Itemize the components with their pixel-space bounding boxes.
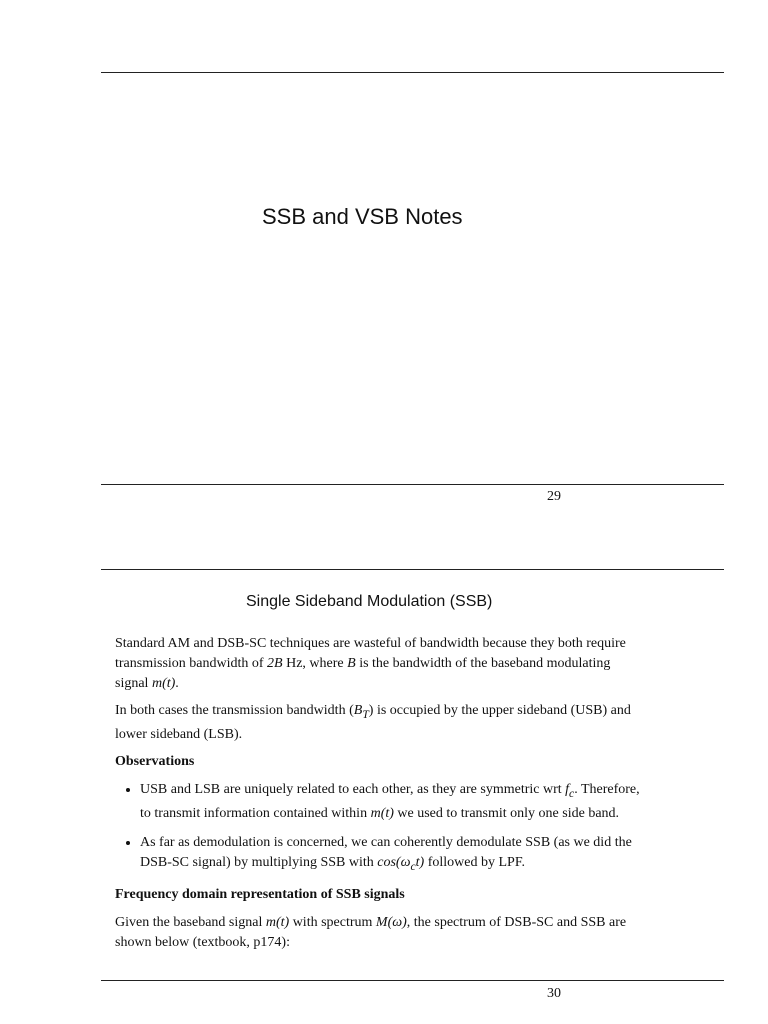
text: .: [175, 676, 179, 691]
text: with spectrum: [289, 915, 376, 931]
math: t): [415, 854, 425, 870]
math-subscript: T: [362, 707, 369, 721]
text: we used to transmit only one side band.: [393, 805, 620, 821]
text: As far as demodulation is concerned, we can coherently demodulate SSB (as we did the DSB-SC signal) by multiplying SSB with: [140, 834, 632, 870]
text: Standard AM and DSB-SC techniques are wasteful of bandwidth because they both require transmission bandwidth of: [115, 636, 626, 671]
text: In both cases the transmission bandwidth (: [115, 703, 354, 718]
math: m(t): [265, 915, 290, 931]
text: . Therefore, to transmit information contained within: [140, 781, 640, 821]
heading-observations: Observations: [115, 753, 195, 769]
slide2-page-number: 30: [547, 986, 561, 1001]
math: B: [347, 656, 356, 671]
top-rule-slide2: [101, 569, 724, 570]
text: Given the baseband signal: [115, 915, 266, 931]
math-subscript: c: [569, 786, 575, 800]
paragraph-sidebands: [115, 701, 640, 745]
text: is the bandwidth of the baseband modulating signal: [115, 656, 611, 691]
paragraph-bandwidth: [115, 634, 640, 694]
list-item: [140, 780, 640, 824]
text: ) is occupied by the upper sideband (USB) and lower sideband (LSB).: [115, 703, 631, 742]
math-subscript: c: [410, 859, 416, 873]
paragraph-spectrum: [115, 913, 640, 953]
slide2-body: [115, 634, 640, 960]
math: m(t): [151, 676, 176, 691]
slide2-title: Single Sideband Modulation (SSB): [246, 593, 493, 610]
text: , the spectrum of DSB-SC and SSB are shown below (textbook, p174):: [115, 915, 627, 951]
bottom-rule-slide2: [101, 980, 724, 981]
bottom-rule-slide1: [101, 484, 724, 485]
math: B: [353, 703, 363, 718]
math: f: [565, 781, 570, 797]
math: 2B: [267, 656, 283, 671]
math: M(ω): [375, 915, 407, 931]
list-item: [140, 833, 640, 877]
slide1-title: SSB and VSB Notes: [262, 204, 463, 229]
top-rule-slide1: [101, 72, 724, 73]
observations-list: [115, 780, 640, 877]
text: followed by LPF.: [424, 854, 526, 870]
text: USB and LSB are uniquely related to each other, as they are symmetric wrt: [140, 781, 566, 797]
math: cos(ω: [377, 854, 411, 870]
text: Hz, where: [282, 656, 348, 671]
heading-frequency-domain: Frequency domain representation of SSB signals: [115, 887, 405, 903]
math: m(t): [370, 805, 394, 821]
slide1-page-number: 29: [547, 489, 561, 504]
